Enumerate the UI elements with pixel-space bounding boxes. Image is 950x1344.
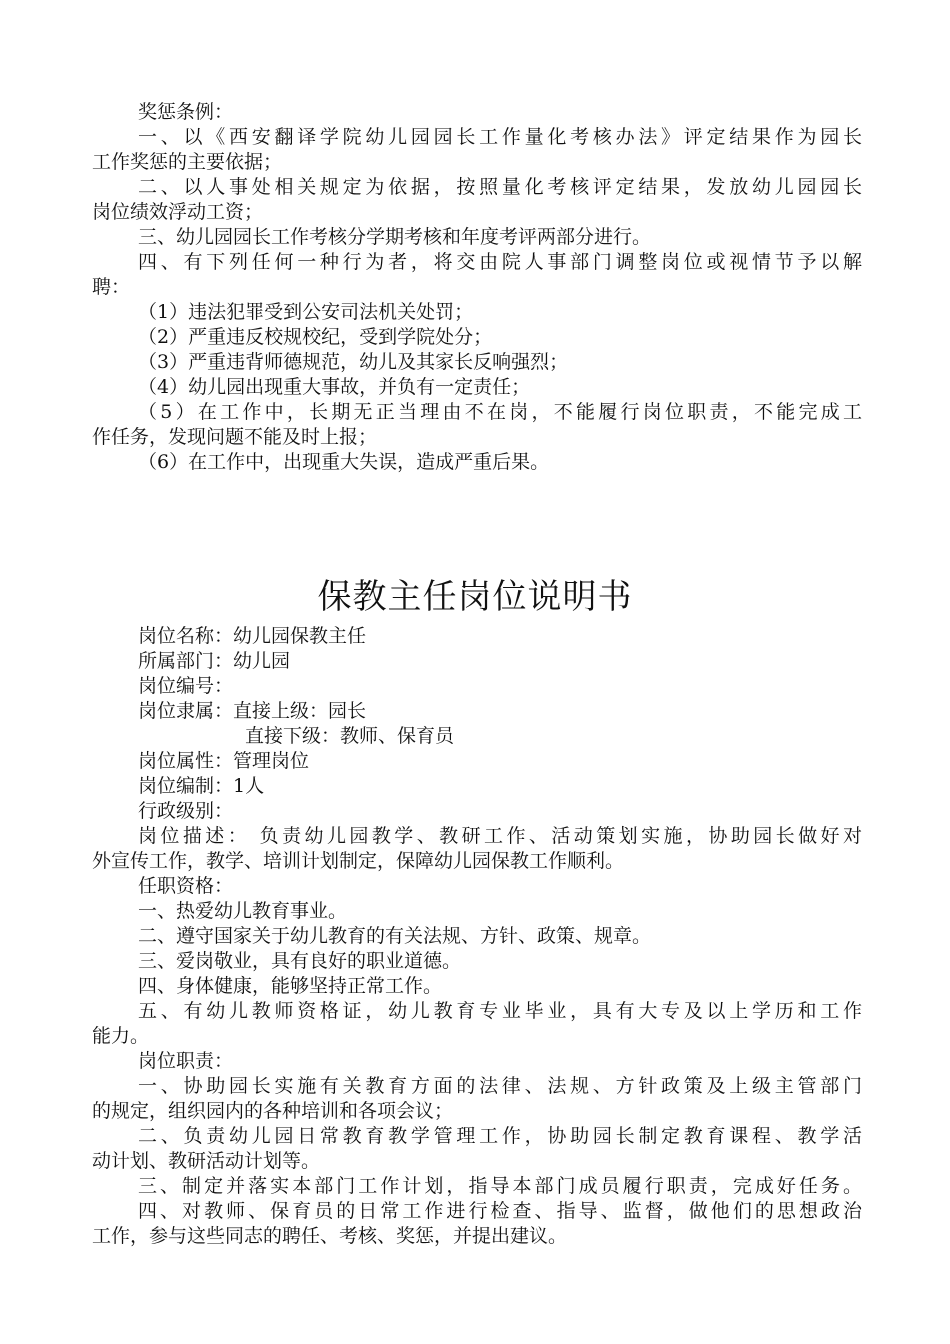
rule-4-line-2: 聘： <box>92 276 131 298</box>
qualifications-heading: 任职资格： <box>138 875 234 897</box>
duty-3: 三、制定并落实本部门工作计划，指导本部门成员履行职责，完成好任务。 <box>138 1175 862 1197</box>
duties-heading: 岗位职责： <box>138 1050 234 1072</box>
rule-2-line-1: 二、以人事处相关规定为依据，按照量化考核评定结果，发放幼儿园园长 <box>138 176 862 198</box>
job-quota: 岗位编制：1人 <box>138 775 265 797</box>
job-name: 岗位名称：幼儿园保教主任 <box>138 625 367 647</box>
rule-4-sub-3: （3）严重违背师德规范，幼儿及其家长反响强烈； <box>138 351 569 373</box>
job-number: 岗位编号： <box>138 675 234 697</box>
rules-heading: 奖惩条例： <box>138 101 234 123</box>
qualification-3: 三、爱岗敬业，具有良好的职业道德。 <box>138 950 462 972</box>
rule-4-sub-5-line-1: （5）在工作中，长期无正当理由不在岗，不能履行岗位职责，不能完成工 <box>138 401 862 423</box>
rule-4-sub-4: （4）幼儿园出现重大事故，并负有一定责任； <box>138 376 531 398</box>
rule-4-line-1: 四、有下列任何一种行为者，将交由院人事部门调整岗位或视情节予以解 <box>138 251 862 273</box>
rule-4-sub-1: （1）违法犯罪受到公安司法机关处罚； <box>138 301 474 323</box>
rule-4-sub-2: （2）严重违反校规校纪，受到学院处分； <box>138 326 493 348</box>
job-department: 所属部门：幼儿园 <box>138 650 291 672</box>
rule-1-line-1: 一、以《西安翻译学院幼儿园园长工作量化考核办法》评定结果作为园长 <box>138 126 862 148</box>
job-superior: 岗位隶属：直接上级：园长 <box>138 700 367 722</box>
job-attribute: 岗位属性：管理岗位 <box>138 750 310 772</box>
rule-4-sub-5-line-2: 作任务，发现问题不能及时上报； <box>92 426 378 448</box>
qualification-1: 一、热爱幼儿教育事业。 <box>138 900 348 922</box>
duty-4-line-1: 四、对教师、保育员的日常工作进行检查、指导、监督，做他们的思想政治 <box>138 1200 862 1222</box>
job-level: 行政级别： <box>138 800 234 822</box>
duty-2-line-2: 动计划、教研活动计划等。 <box>92 1150 321 1172</box>
job-description-line-1: 岗位描述： 负责幼儿园教学、教研工作、活动策划实施，协助园长做好对 <box>138 825 862 847</box>
rule-3: 三、幼儿园园长工作考核分学期考核和年度考评两部分进行。 <box>138 226 652 248</box>
job-subordinate: 直接下级：教师、保育员 <box>245 725 455 747</box>
page-title: 保教主任岗位说明书 <box>317 577 633 617</box>
rule-2-line-2: 岗位绩效浮动工资； <box>92 201 264 223</box>
qualification-2: 二、遵守国家关于幼儿教育的有关法规、方针、政策、规章。 <box>138 925 652 947</box>
duty-4-line-2: 工作，参与这些同志的聘任、考核、奖惩，并提出建议。 <box>92 1225 568 1247</box>
qualification-5-line-2: 能力。 <box>92 1025 150 1047</box>
job-description-line-2: 外宣传工作，教学、培训计划制定，保障幼儿园保教工作顺利。 <box>92 850 625 872</box>
rule-1-line-2: 工作奖惩的主要依据； <box>92 151 283 173</box>
duty-2-line-1: 二、负责幼儿园日常教育教学管理工作，协助园长制定教育课程、教学活 <box>138 1125 862 1147</box>
duty-1-line-1: 一、协助园长实施有关教育方面的法律、法规、方针政策及上级主管部门 <box>138 1075 862 1097</box>
qualification-4: 四、身体健康，能够坚持正常工作。 <box>138 975 443 997</box>
rule-4-sub-6: （6）在工作中，出现重大失误，造成严重后果。 <box>138 451 550 473</box>
qualification-5-line-1: 五、有幼儿教师资格证，幼儿教育专业毕业，具有大专及以上学历和工作 <box>138 1000 862 1022</box>
duty-1-line-2: 的规定，组织园内的各种培训和各项会议； <box>92 1100 454 1122</box>
